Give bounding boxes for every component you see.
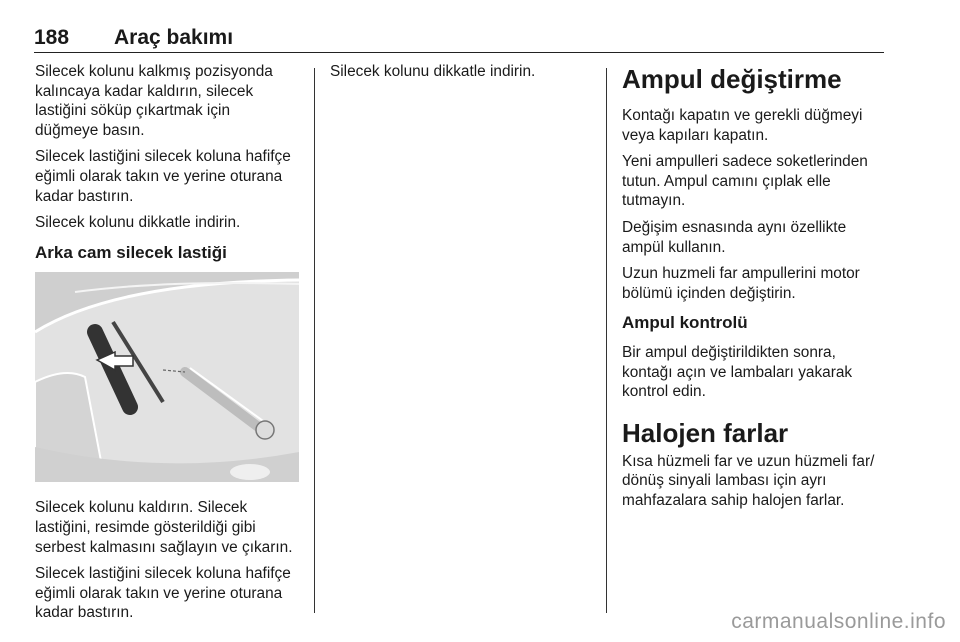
column-left bbox=[35, 62, 303, 630]
paragraph: Silecek lastiğini silecek koluna hafifçe eğimli olarak takın ve yerine oturana kadar bastırın. bbox=[35, 565, 291, 622]
paragraph: Kontağı kapatın ve gerekli düğmeyi veya kapıları kapatın. bbox=[622, 107, 863, 144]
paragraph: Uzun huzmeli far ampullerini motor bölümü içinden değiştirin. bbox=[622, 265, 860, 302]
page-header bbox=[34, 24, 884, 53]
subheading-rear-wiper: Arka cam silecek lastiği bbox=[35, 242, 227, 262]
paragraph: Silecek kolunu dikkatle indirin. bbox=[35, 214, 241, 232]
heading-bulb-replacement: Ampul değiştirme bbox=[622, 64, 842, 94]
column-divider bbox=[314, 68, 315, 613]
column-divider bbox=[606, 68, 607, 613]
rear-wiper-illustration bbox=[35, 272, 299, 482]
watermark: carmanualsonline.info bbox=[731, 610, 946, 633]
page-number: 188 bbox=[34, 26, 70, 49]
subheading-bulb-check: Ampul kontrolü bbox=[622, 313, 748, 333]
paragraph: Değişim esnasında aynı özellikte ampül kullanın. bbox=[622, 218, 847, 256]
paragraph: Bir ampul değiştirildikten sonra, kontağı açın ve lambaları yakarak kontrol edin. bbox=[622, 343, 853, 401]
heading-halogen-headlights: Halojen farlar bbox=[622, 417, 789, 448]
section-title: Araç bakımı bbox=[114, 26, 234, 49]
paragraph: Kısa hüzmeli far ve uzun hüzmeli far/ dönüş sinyali lambası için ayrı mahfazalara sahip halojen farlar. bbox=[622, 452, 875, 509]
paragraph: Yeni ampulleri sadece soketlerinden tutun. Ampul camını çıplak elle tutmayın. bbox=[622, 153, 868, 210]
column-middle bbox=[330, 62, 592, 89]
paragraph: Silecek lastiğini silecek koluna hafifçe eğimli olarak takın ve yerine oturana kadar bastırın. bbox=[35, 148, 291, 205]
paragraph: Silecek kolunu kalkmış pozisyonda kalıncaya kadar kaldırın, silecek lastiğini söküp çıkartmak için düğmeye basın. bbox=[35, 63, 273, 139]
paragraph: Silecek kolunu kaldırın. Silecek lastiğini, resimde gösterildiği gibi serbest kalmasını sağlayın ve çıkarın. bbox=[35, 499, 293, 556]
column-right bbox=[622, 62, 892, 518]
paragraph: Silecek kolunu dikkatle indirin. bbox=[330, 63, 536, 80]
